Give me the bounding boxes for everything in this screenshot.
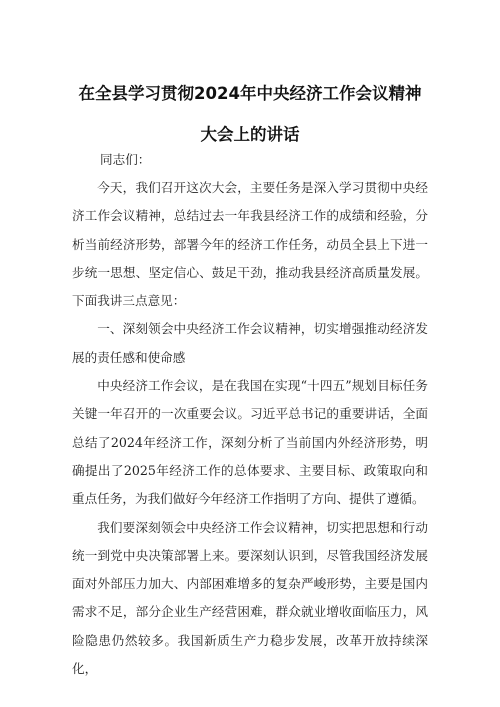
document-body — [72, 174, 428, 683]
section-heading-1: 一、深刻领会中央经济工作会议精神，切实增强推动经济发展的责任感和使命感 — [72, 321, 428, 365]
paragraph-conference-summary: 中央经济工作会议，是在我国在实现“十四五”规划目标任务关键一年召开的一次重要会议。习近平总书记的重要讲话，全面总结了2024年经济工作，深刻分析了当前国内外经济形势，明确提出了2025年经济工作的总体要求、主要目标、政策取向和重点任务，为我们做好今年经济工作指明了方向、提供了遵循。 — [72, 378, 428, 507]
document-title-line-2: 大会上的讲话 — [200, 125, 300, 144]
paragraph-understanding: 我们要深刻领会中央经济工作会议精神，切实把思想和行动统一到党中央决策部署上来。要深刻认识到，尽管我国经济发展面对外部压力加大、内部困难增多的复杂严峻形势，主要是国内需求不足，部分企业生产经营困难，群众就业增收面临压力，风险隐患仍然较多。我国新质生产力稳步发展，改革开放持续深化， — [72, 519, 428, 677]
document-title-line-1: 在全县学习贯彻2024年中央经济工作会议精神 — [78, 84, 422, 103]
paragraph-opening: 今天，我们召开这次大会，主要任务是深入学习贯彻中央经济工作会议精神，总结过去一年我县经济工作的成绩和经验，分析当前经济形势，部署今年的经济工作任务，动员全县上下进一步统一思想、坚定信心、鼓足干劲，推动我县经济高质量发展。下面我讲三点意见： — [72, 180, 428, 309]
greeting: 同志们： — [100, 152, 151, 167]
